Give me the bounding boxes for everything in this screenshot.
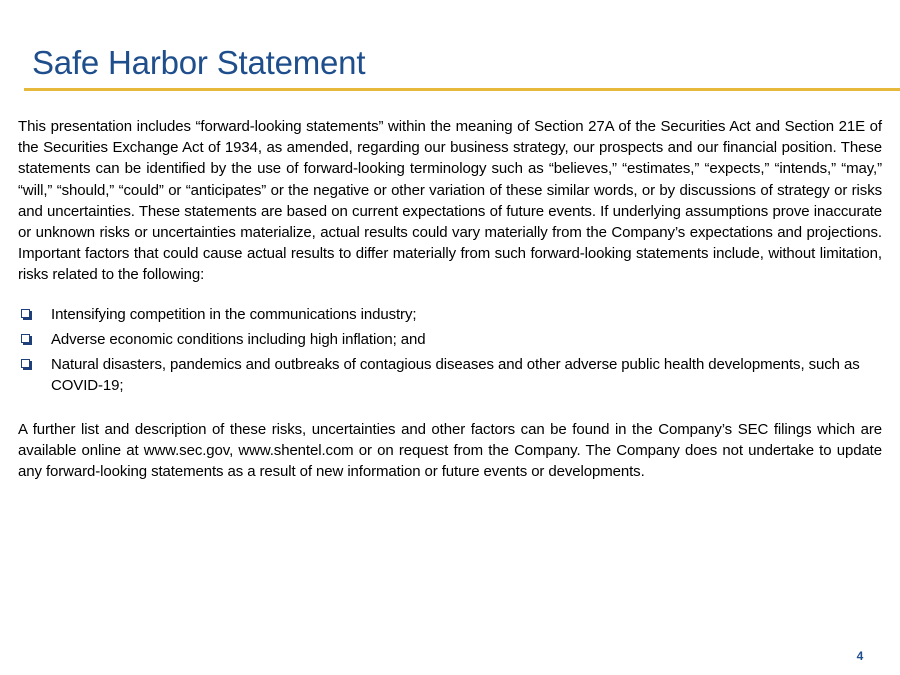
risk-list — [18, 304, 882, 396]
list-item — [18, 354, 882, 396]
title-divider — [24, 88, 900, 91]
checkbox-square-icon — [21, 359, 30, 368]
closing-paragraph: A further list and description of these risks, uncertainties and other factors can be found in the Company’s SEC filings which are available online at www.sec.gov, www.shentel.com or on request from the Company. The Company does not undertake to update any forward-looking statements as a result of new information or future events or developments. — [18, 420, 882, 481]
list-item — [18, 329, 882, 350]
list-item — [18, 304, 882, 325]
slide-title: Safe Harbor Statement — [32, 44, 366, 81]
slide-body — [18, 116, 882, 482]
checkbox-square-icon — [21, 309, 30, 318]
list-item-text: Intensifying competition in the communications industry; — [51, 305, 417, 323]
list-item-text: Natural disasters, pandemics and outbreaks of contagious diseases and other adverse public health developments, such as COVID-19; — [51, 355, 860, 394]
page-number: 4 — [856, 649, 864, 663]
intro-paragraph: This presentation includes “forward-looking statements” within the meaning of Section 27A of the Securities Act and Section 21E of the Securities Exchange Act of 1934, as amended, regarding our business strategy, our prospects and our financial position. These statements can be identified by the use of forward-looking terminology such as “believes,” “estimates,” “expects,” “intends,” “may,” “will,” “should,” “could” or “anticipates” or the negative or other variation of these similar words, or by discussions of strategy or risks and uncertainties. These statements are based on current expectations of future events. If underlying assumptions prove inaccurate or unknown risks or uncertainties materialize, actual results could vary materially from the Company’s expectations and projections. Important factors that could cause actual results to differ materially from such forward-looking statements include, without limitation, risks related to the following: — [18, 118, 882, 284]
list-item-text: Adverse economic conditions including high inflation; and — [51, 330, 426, 348]
checkbox-square-icon — [21, 334, 30, 343]
